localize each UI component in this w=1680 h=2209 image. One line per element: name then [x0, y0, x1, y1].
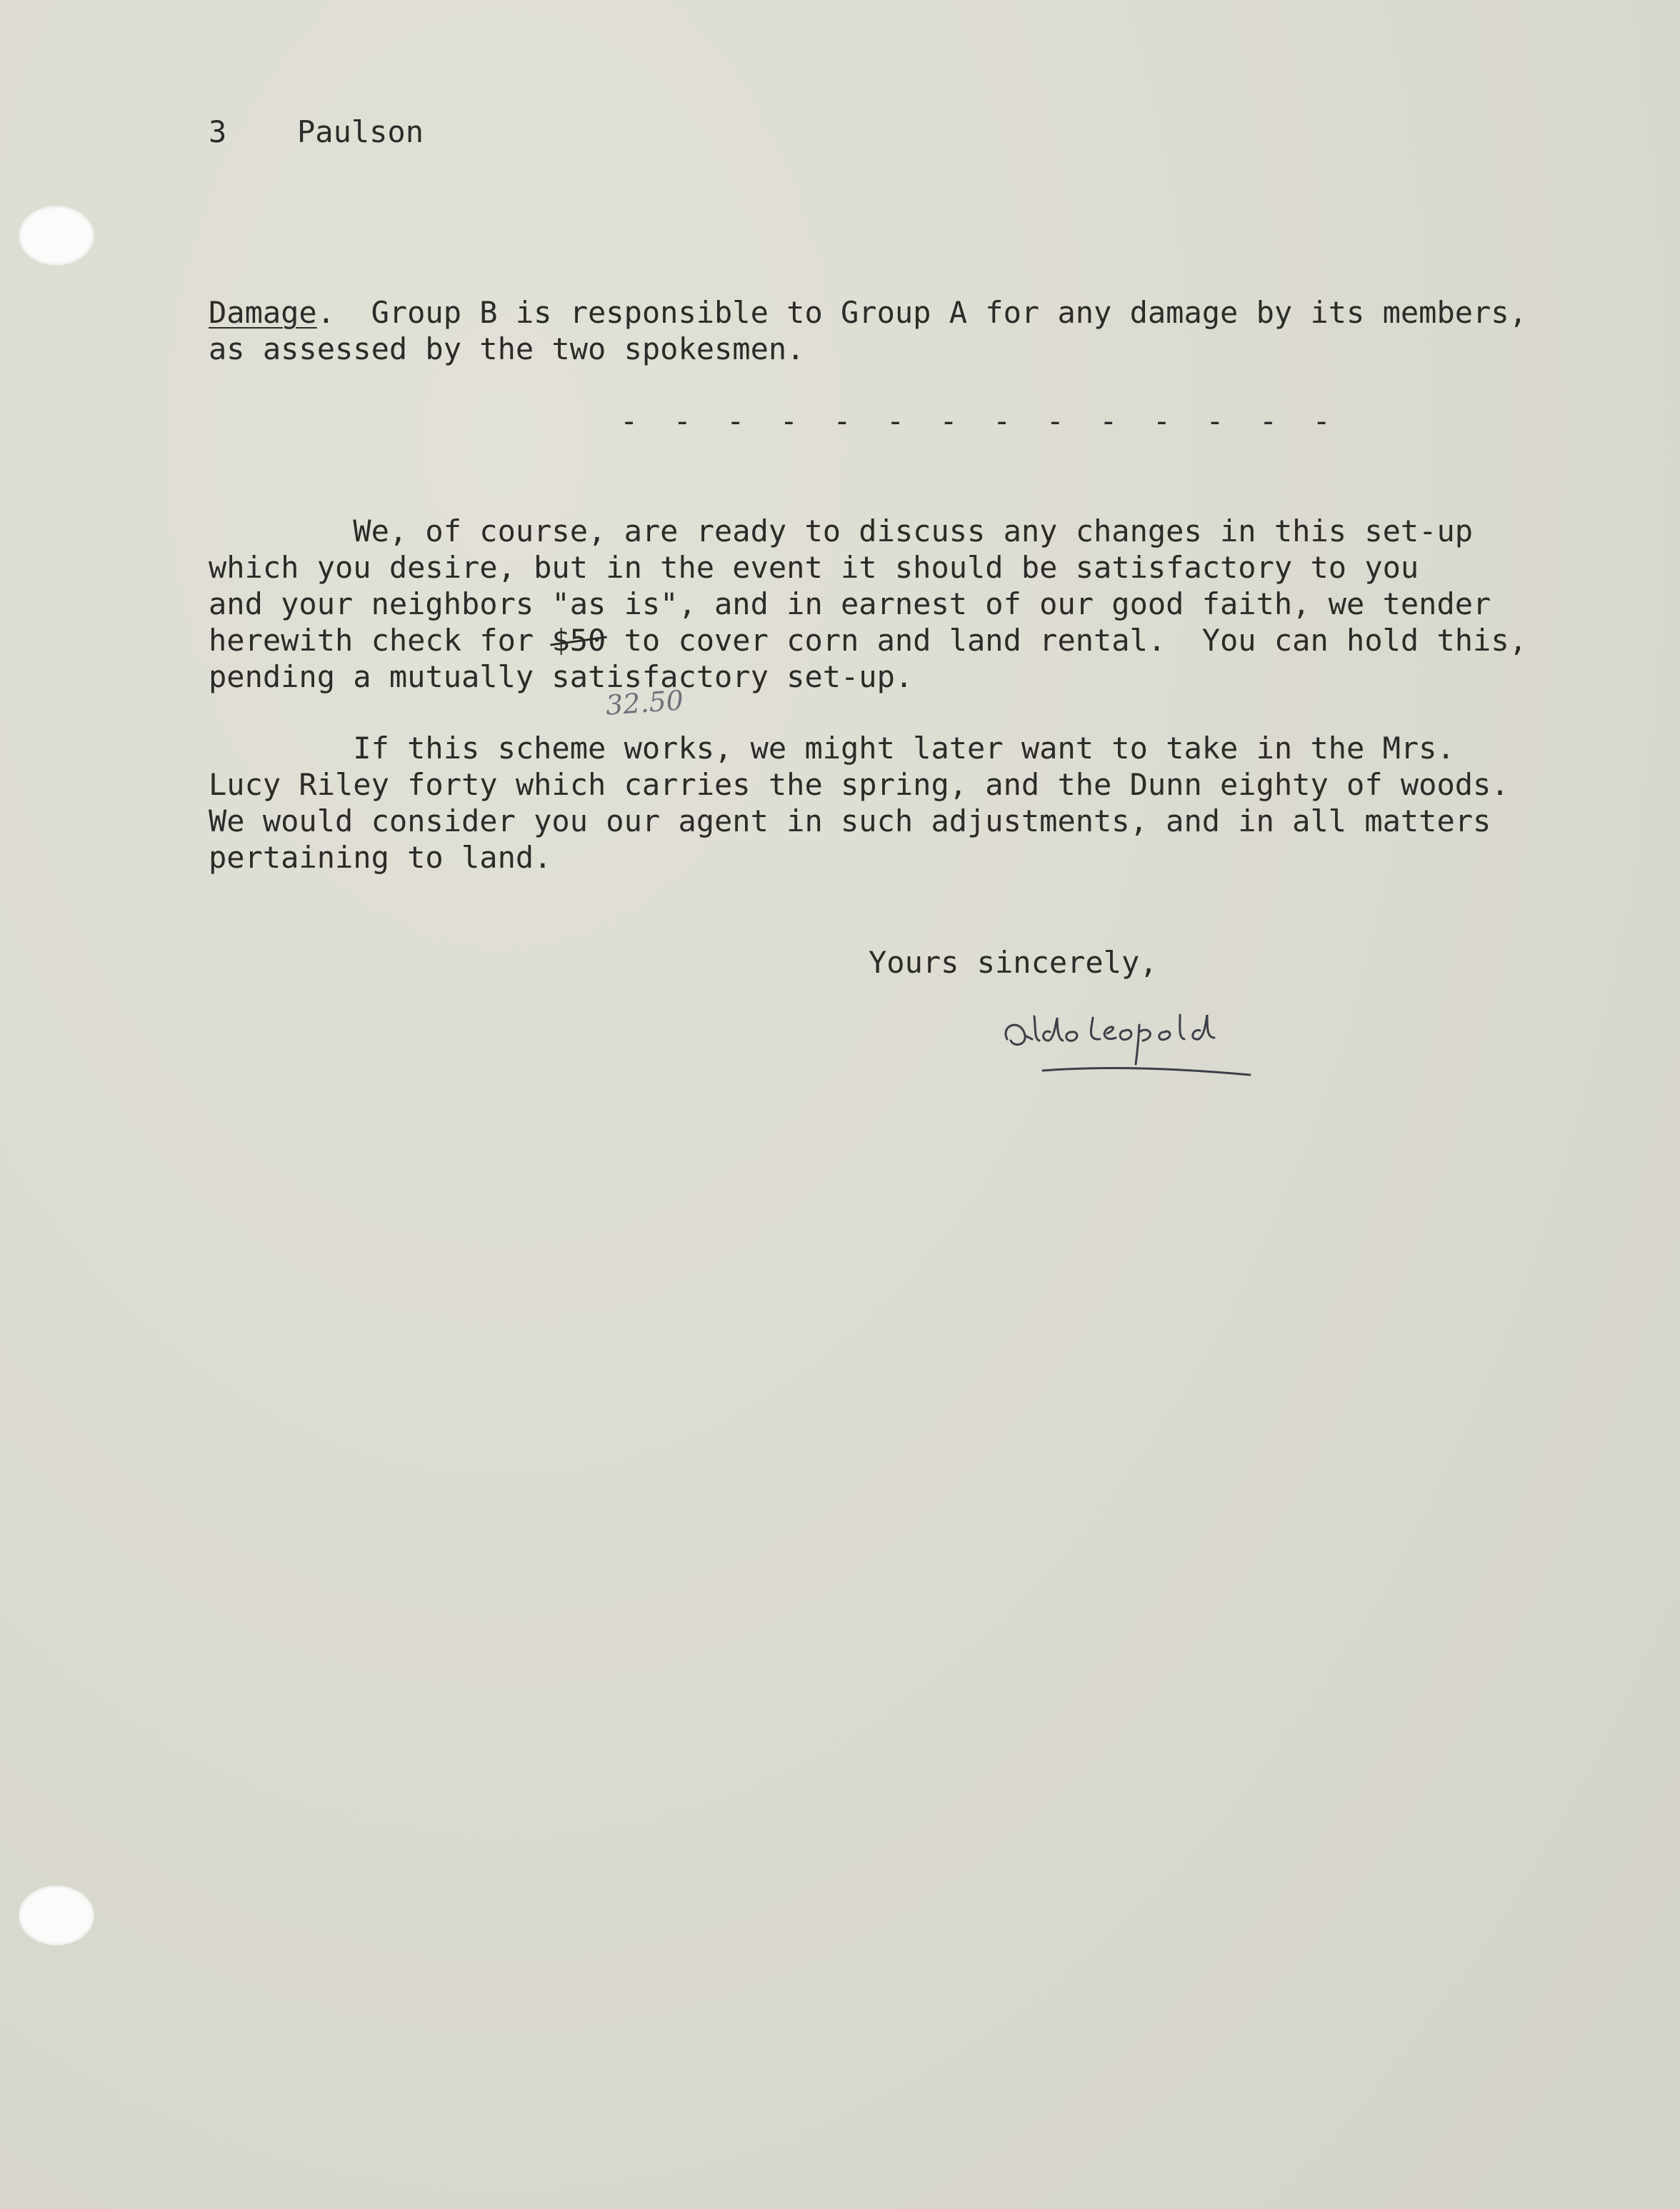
offer-line-1: We, of course, are ready to discuss any changes in this set-up — [209, 514, 1474, 549]
recipient-name: Paulson — [297, 114, 424, 149]
offer-line-5: pending a mutually satisfactory set-up. — [209, 659, 914, 694]
scheme-line-3: We would consider you our agent in such adjustments, and in all matters — [209, 803, 1491, 838]
scheme-line-1: If this scheme works, we might later want to take in the Mrs. — [209, 731, 1455, 766]
offer-line-2: which you desire, but in the event it should be satisfactory to you — [209, 550, 1419, 585]
punch-hole-bottom — [19, 1885, 94, 1945]
scheme-line-2: Lucy Riley forty which carries the spring, and the Dunn eighty of woods. — [209, 767, 1509, 802]
offer-line-4-pre: herewith check for — [209, 623, 552, 658]
offer-line-3: and your neighbors "as is", and in earnest of our good faith, we tender — [209, 586, 1491, 621]
offer-line-4-post: to cover corn and land rental. You can hold this, — [606, 623, 1527, 658]
damage-line-2: as assessed by the two spokesmen. — [209, 331, 805, 366]
offer-paragraph — [209, 513, 1527, 695]
damage-line-1: . Group B is responsible to Group A for any damage by its members, — [316, 295, 1527, 330]
struck-amount: $50 — [551, 623, 606, 658]
scheme-line-4: pertaining to land. — [209, 840, 552, 875]
handwritten-amount: 32.50 — [604, 684, 685, 721]
punch-hole-top — [19, 206, 94, 266]
handwritten-signature — [993, 996, 1264, 1096]
damage-heading: Damage — [209, 295, 317, 330]
page-number: 3 — [209, 114, 227, 149]
damage-paragraph — [209, 294, 1527, 367]
closing-salutation: Yours sincerely, — [869, 945, 1158, 980]
section-separator: - - - - - - - - - - - - - - — [620, 404, 1339, 439]
scheme-paragraph — [209, 730, 1509, 876]
page-header — [209, 114, 424, 149]
